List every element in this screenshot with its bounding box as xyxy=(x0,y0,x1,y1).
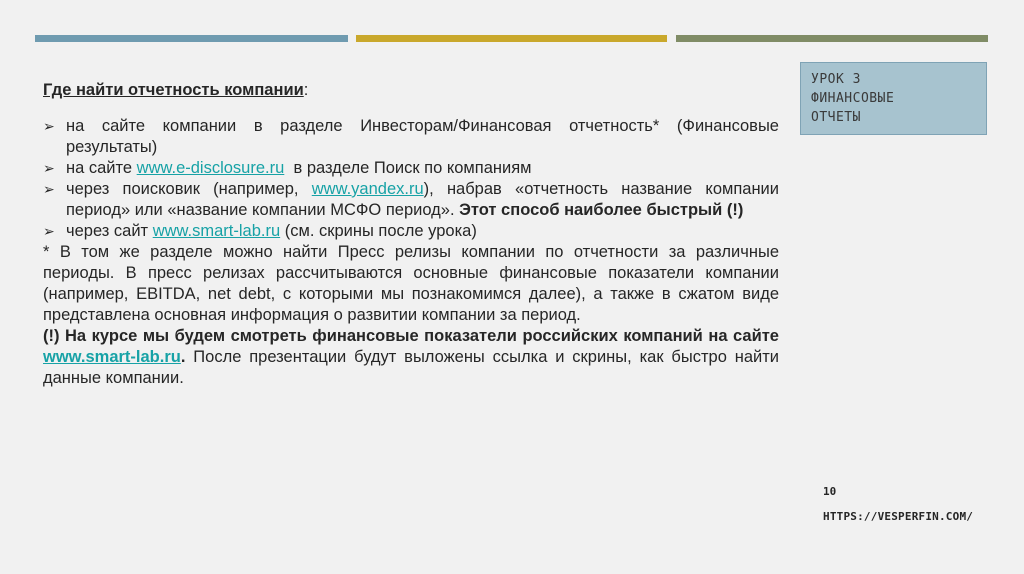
final-bold-text: (!) На курсе мы будем смотреть финансовые показатели российских компаний на сайте xyxy=(43,327,779,345)
footnote-paragraph: * В том же разделе можно найти Пресс релизы компании по отчетности за различные периоды. В пресс релизах рассчитываются основные финансовые показатели компании (например, EBITDA, net debt, с которыми мы познакомимся далее), а также в сжатом виде представлена основная информация о развитии компании за период. xyxy=(43,243,779,324)
bullet-text: (см. скрины после урока) xyxy=(280,222,477,240)
page-number: 10 xyxy=(823,485,837,498)
arrow-bullet-icon: ➢ xyxy=(43,160,55,176)
smart-lab-link[interactable]: www.smart-lab.ru xyxy=(152,222,281,240)
top-bar-blue xyxy=(35,35,348,42)
slide-content xyxy=(43,80,779,389)
bullet-text: через поисковик (например, xyxy=(66,180,312,198)
bullet-text: на сайте xyxy=(66,159,137,177)
yandex-link[interactable]: www.yandex.ru xyxy=(311,180,424,198)
arrow-bullet-icon: ➢ xyxy=(43,223,55,239)
lesson-line-3: ОТЧЕТЫ xyxy=(811,110,861,125)
arrow-bullet-icon: ➢ xyxy=(43,181,55,197)
bullet-text: через сайт xyxy=(66,222,153,240)
smart-lab-link-bold[interactable]: www.smart-lab.ru xyxy=(43,348,181,366)
list-item xyxy=(43,116,779,158)
top-bar-yellow xyxy=(356,35,667,42)
list-item xyxy=(43,179,779,221)
arrow-bullet-icon: ➢ xyxy=(43,118,55,134)
top-bar-green xyxy=(676,35,988,42)
e-disclosure-link[interactable]: www.e-disclosure.ru xyxy=(136,159,285,177)
slide-heading xyxy=(43,80,779,101)
heading-suffix: : xyxy=(303,81,309,99)
final-bold-dot: . xyxy=(180,348,186,366)
list-item xyxy=(43,158,779,179)
bullet-bold-text: Этот способ наиболее быстрый (!) xyxy=(459,201,744,219)
bullet-text: на сайте компании в разделе Инвесторам/Финансовая отчетность* (Финансовые результаты) xyxy=(66,117,779,156)
lesson-line-1: УРОК 3 xyxy=(811,72,861,87)
site-url: HTTPS://VESPERFIN.COM/ xyxy=(823,510,974,523)
lesson-line-2: ФИНАНСОВЫЕ xyxy=(811,91,895,106)
final-text: После презентации будут выложены ссылка и скрины, как быстро найти данные компании. xyxy=(43,348,779,387)
bullet-text: ), набрав «отчетность название компании период» или «название компании МСФО период». xyxy=(66,180,779,219)
lesson-label-box xyxy=(800,62,987,135)
source-list xyxy=(43,116,779,242)
heading-text: Где найти отчетность компании xyxy=(43,81,304,99)
list-item xyxy=(43,221,779,242)
bullet-text: в разделе Поиск по компаниям xyxy=(284,159,532,177)
final-paragraph xyxy=(43,326,779,389)
